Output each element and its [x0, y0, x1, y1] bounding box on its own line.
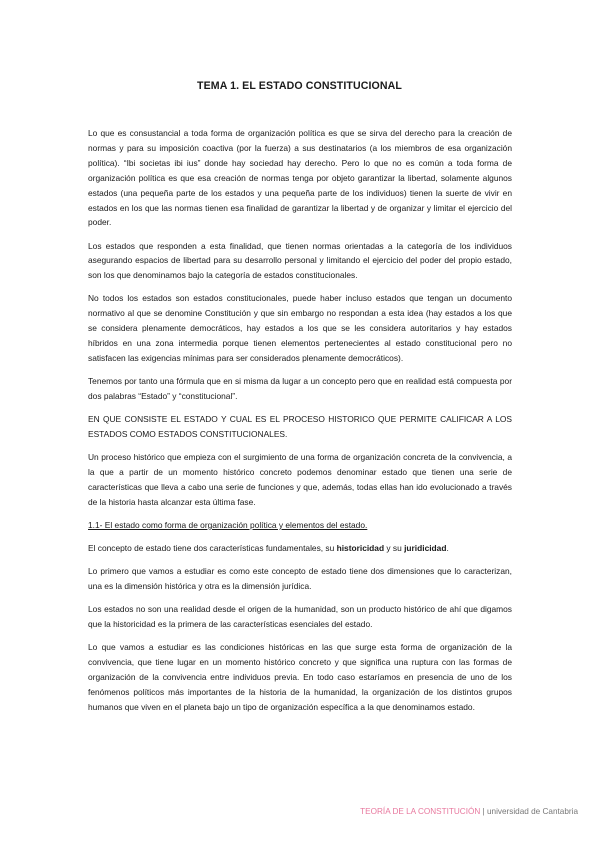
paragraph-9: Los estados no son una realidad desde el origen de la humanidad, son un producto histórico de ahí que digamos que la historicidad es la primera de las características esenciales del estado. [88, 604, 512, 630]
paragraph-2: Los estados que responden a esta finalidad, que tienen normas orientadas a la categoría de los individuos asegurando espacios de libertad para su desarrollo personal y limitando el ejercicio del poder del propio estado, son los que denominamos bajo la categoría de estados constitucionales. [88, 240, 512, 281]
paragraph-7-mid: y su [384, 543, 405, 554]
footer-university: universidad de Cantabria [486, 807, 578, 816]
paragraph-1: Lo que es consustancial a toda forma de organización política es que se sirva del derecho para la creación de normas y para su imposición coactiva (por la fuerza) a sus destinatarios (a los miembros de esa organización política). “Ibi societas ibi ius” donde hay sociedad hay derecho. Pero lo que no es común a toda forma de organización política es que esa creación de normas tenga por objeto garantizar la libertad, solamente algunos estados (una pequeña parte de los estados y una pequeña parte de los individuos) tienen la suerte de vivir en estados en los que las normas tienen esa finalidad de garantizar la libertad y de organizar y limitar el ejercicio del poder. [88, 128, 512, 228]
historicidad-term: historicidad [336, 543, 385, 554]
page-title: TEMA 1. EL ESTADO CONSTITUCIONAL [197, 80, 402, 92]
footer-course: TEORÍA DE LA CONSTITUCIÓN [360, 807, 481, 816]
page-footer [360, 807, 578, 816]
paragraph-8: Lo primero que vamos a estudiar es como este concepto de estado tiene dos dimensiones que lo caracterizan, una es la dimensión histórica y otra es la dimensión jurídica. [88, 566, 512, 592]
section-subheading [88, 518, 512, 533]
paragraph-5-heading: EN QUE CONSISTE EL ESTADO Y CUAL ES EL PROCESO HISTORICO QUE PERMITE CALIFICAR A LOS ESTADOS COMO ESTADOS CONSTITUCIONALES. [88, 414, 512, 440]
footer-separator: | [480, 807, 487, 816]
paragraph-7 [88, 541, 512, 556]
document-body [88, 126, 512, 723]
paragraph-7-end: . [446, 543, 449, 554]
paragraph-4: Tenemos por tanto una fórmula que en si misma da lugar a un concepto pero que en realidad está compuesta por dos palabras “Estado” y “constitucional”. [88, 376, 512, 402]
paragraph-6: Un proceso histórico que empieza con el surgimiento de una forma de organización concreta de la convivencia, a la que a partir de un momento histórico concreto podemos denominar estado que tienen una serie de características que lleva a cabo una serie de funciones y que, además, todas ellas han ido evolucionado a través de la historia hasta alcanzar esta última fase. [88, 452, 512, 507]
section-subheading-text: 1.1- El estado como forma de organización política y elementos del estado. [88, 519, 368, 530]
paragraph-3: No todos los estados son estados constitucionales, puede haber incluso estados que tengan un documento normativo al que se denomine Constitución y que sin embargo no respondan a esta idea (hay estados a los que se considera plenamente democráticos, hay estados a los que se les considera autoritarios y hay estados híbridos en una zona intermedia porque tienen elementos pertenecientes al estado constitucional pero no satisfacen las exigencias mínimas para ser considerados plenamente democráticos). [88, 293, 512, 364]
paragraph-7-start: El concepto de estado tiene dos características fundamentales, su [88, 543, 337, 554]
juridicidad-term: juridicidad [404, 543, 447, 554]
paragraph-10: Lo que vamos a estudiar es las condiciones históricas en las que surge esta forma de organización de la convivencia, que tiene lugar en un momento histórico concreto y que significa una ruptura con las formas de organización de la convivencia entre individuos previa. En todo caso estaríamos en presencia de uno de los fenómenos políticos más importantes de la historia de la humanidad, la organización de los distintos grupos humanos que viven en el planeta bajo un tipo de organización específica a la que denominamos estado. [88, 642, 512, 712]
